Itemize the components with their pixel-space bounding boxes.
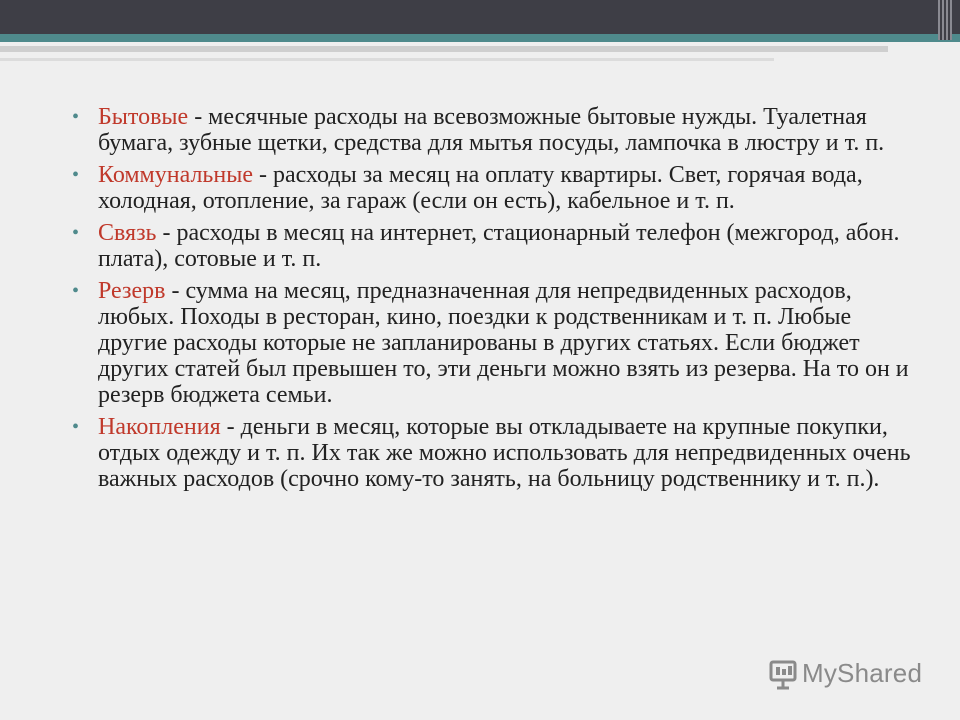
bullet-icon: •	[72, 280, 80, 302]
term-reserve: Резерв	[98, 278, 166, 304]
presentation-board-icon	[768, 656, 798, 690]
decorative-stripes	[938, 0, 952, 40]
bullet-icon: •	[72, 164, 80, 186]
term-savings: Накопления	[98, 414, 221, 440]
bullet-icon: •	[72, 106, 80, 128]
description-utilities: - расходы за месяц на оплату квартиры. Свет, горячая вода, холодная, отопление, за гараж (если он есть), кабельное и т. п.	[98, 162, 863, 214]
accent-band	[0, 34, 960, 42]
bullet-item-reserve	[72, 278, 912, 408]
watermark-text: MyShared	[802, 657, 923, 688]
bullet-item-household	[72, 104, 912, 156]
header-band	[0, 0, 960, 34]
description-household: - месячные расходы на всевозможные бытовые нужды. Туалетная бумага, зубные щетки, средства для мытья посуды, лампочка в люстру и т. п.	[98, 104, 885, 156]
term-communication: Связь	[98, 220, 157, 246]
description-savings: - деньги в месяц, которые вы откладываете на крупные покупки, отдых одежду и т. п. Их так же можно использовать для непредвиденных очень важных расходов (срочно кому-то занять, на больницу родственнику и т. п.).	[98, 414, 911, 492]
description-communication: - расходы в месяц на интернет, стационарный телефон (межгород, абон. плата), сотовые и т. п.	[98, 220, 900, 272]
bullet-icon: •	[72, 222, 80, 244]
bullet-icon: •	[72, 416, 80, 438]
divider-rule-secondary	[0, 58, 774, 61]
bullet-item-savings	[72, 414, 912, 492]
bullet-item-utilities	[72, 162, 912, 214]
bullet-item-communication	[72, 220, 912, 272]
bullet-list	[72, 104, 912, 492]
term-household: Бытовые	[98, 104, 189, 130]
slide-content	[72, 104, 912, 498]
watermark	[768, 656, 922, 690]
divider-rule	[0, 46, 888, 52]
description-reserve: - сумма на месяц, предназначенная для непредвиденных расходов, любых. Походы в ресторан, кино, поездки к родственникам и т. п. Любые другие расходы которые не запланированы в других статьях. Если бюджет других статей был превышен то, эти деньги можно взять из резерва. На то он и резерв бюджета семьи.	[98, 278, 909, 408]
term-utilities: Коммунальные	[98, 162, 253, 188]
